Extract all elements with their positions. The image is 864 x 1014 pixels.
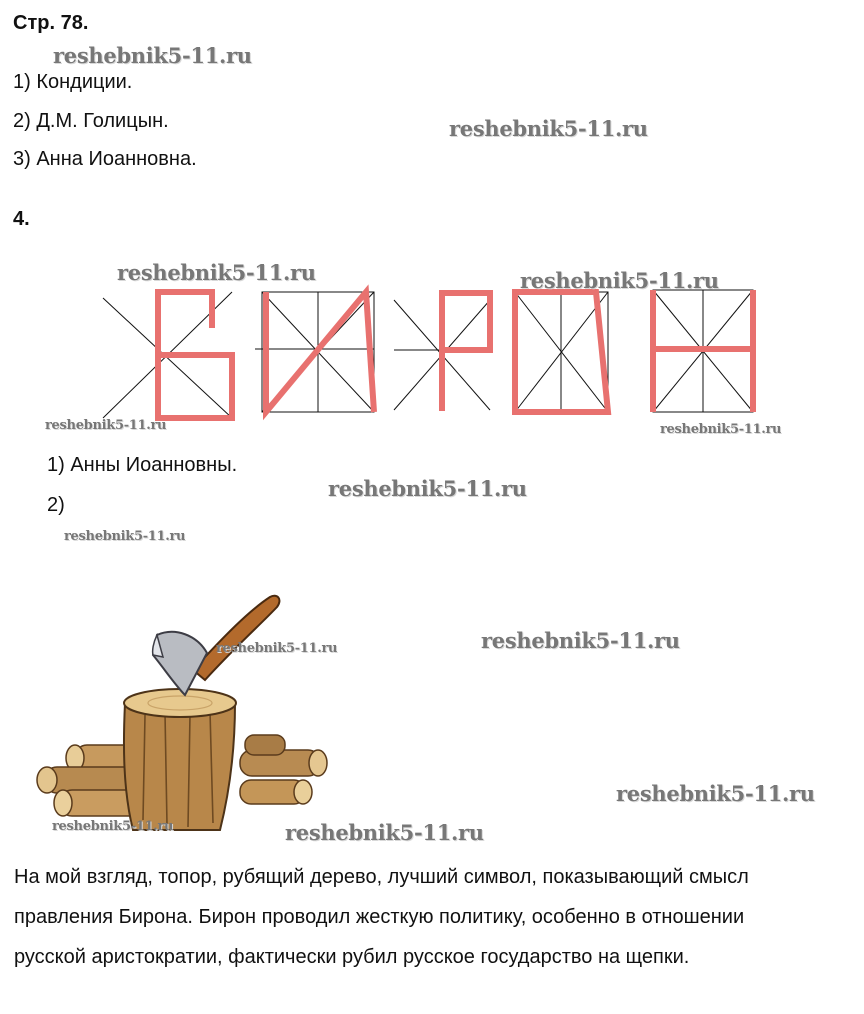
watermark: reshebnik5-11.ru [616,781,815,806]
letter-puzzle [0,0,864,460]
page-heading: Стр. 78. [13,12,89,34]
watermark: reshebnik5-11.ru [216,641,338,656]
task-4-number: 4. [13,208,30,230]
conclusion-paragraph [14,857,864,977]
watermark: reshebnik5-11.ru [285,820,484,845]
watermark: reshebnik5-11.ru [117,260,316,285]
answer-3: 3) Анна Иоанновна. [13,148,197,170]
answer-2: 2) Д.М. Голицын. [13,110,169,132]
watermark: reshebnik5-11.ru [328,476,527,501]
answer-1: 1) Кондиции. [13,71,133,93]
watermark: reshebnik5-11.ru [52,819,174,834]
watermark: reshebnik5-11.ru [449,116,648,141]
watermark: reshebnik5-11.ru [481,628,680,653]
paragraph-line-3: русской аристократии, фактически рубил русское государство на щепки. [14,946,690,968]
red-letter-1 [158,292,232,418]
watermark: reshebnik5-11.ru [520,268,719,293]
watermark: reshebnik5-11.ru [53,43,252,68]
watermark: reshebnik5-11.ru [45,418,167,433]
task4-answer-1: 1) Анны Иоанновны. [47,454,238,476]
tree-stump [124,689,236,830]
task4-answer-2: 2) [47,494,65,516]
watermark: reshebnik5-11.ru [660,422,782,437]
paragraph-line-2: правления Бирона. Бирон проводил жесткую политику, особенно в отношении [14,906,745,928]
axe-stump-illustration [25,585,338,845]
paragraph-line-1: На мой взгляд, топор, рубящий дерево, лучший символ, показывающий смысл [14,866,749,888]
red-letter-3 [442,293,490,411]
watermark: reshebnik5-11.ru [64,529,186,544]
